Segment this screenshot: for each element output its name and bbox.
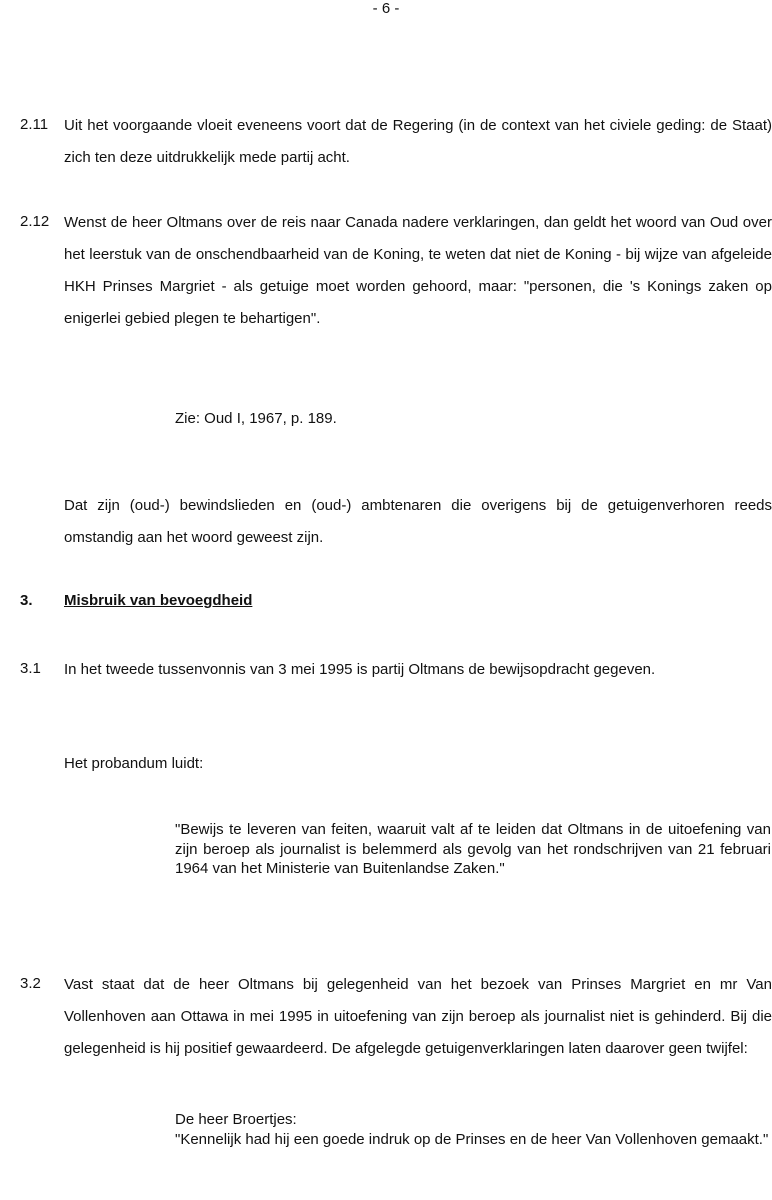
citation-oud: Zie: Oud I, 1967, p. 189. bbox=[175, 410, 337, 427]
paragraph-3-2: Vast staat dat de heer Oltmans bij gelegenheid van het bezoek van Prinses Margriet en mr Van Vollenhoven aan Ottawa in mei 1995 in uitoefening van zijn beroep als journalist niet is gehinderd. Bij die gelegenheid is hij positief gewaardeerd. De afgelegde getuigenverklaringen laten daarover geen twijfel: bbox=[64, 976, 772, 1057]
paragraph-3-1: In het tweede tussenvonnis van 3 mei 1995 is partij Oltmans de bewijsopdracht gegeven. bbox=[64, 661, 656, 678]
witness-name: De heer Broertjes: bbox=[175, 1111, 297, 1128]
paragraph-2-11: Uit het voorgaande vloeit eveneens voort dat de Regering (in de context van het civiele geding: de Staat) zich ten deze uitdrukkelijk mede partij acht. bbox=[64, 117, 772, 166]
section-number-3: 3. bbox=[20, 592, 33, 609]
section-number-2-11: 2.11 bbox=[20, 116, 49, 133]
page-number: - 6 - bbox=[372, 0, 400, 17]
probandum-intro: Het probandum luidt: bbox=[64, 755, 204, 772]
section-number-3-2: 3.2 bbox=[20, 975, 41, 992]
witness-quote: "Kennelijk had hij een goede indruk op de Prinses en de heer Van Vollenhoven gemaakt." bbox=[175, 1131, 769, 1148]
paragraph-2-12-follow: Dat zijn (oud-) bewindslieden en (oud-) ambtenaren die overigens bij de getuigenverhoren reeds omstandig aan het woord geweest zijn. bbox=[64, 497, 772, 546]
paragraph-2-12: Wenst de heer Oltmans over de reis naar Canada nadere verklaringen, dan geldt het woord van Oud over het leerstuk van de onschendbaarheid van de Koning, te weten dat niet de Koning - bij wijze van afgeleide HKH Prinses Margriet - als getuige moet worden gehoord, maar: "personen, die 's Konings zaken op enigerlei gebied plegen te behartigen". bbox=[64, 214, 772, 327]
probandum-quote: "Bewijs te leveren van feiten, waaruit valt af te leiden dat Oltmans in de uitoefening van zijn beroep als journalist is belemmerd als gevolg van het rondschrijven van 21 februari 1964 van het Ministerie van Buitenlandse Zaken." bbox=[175, 821, 771, 877]
section-heading-3: Misbruik van bevoegdheid bbox=[64, 592, 253, 609]
section-number-3-1: 3.1 bbox=[20, 660, 41, 677]
section-number-2-12: 2.12 bbox=[20, 213, 50, 230]
